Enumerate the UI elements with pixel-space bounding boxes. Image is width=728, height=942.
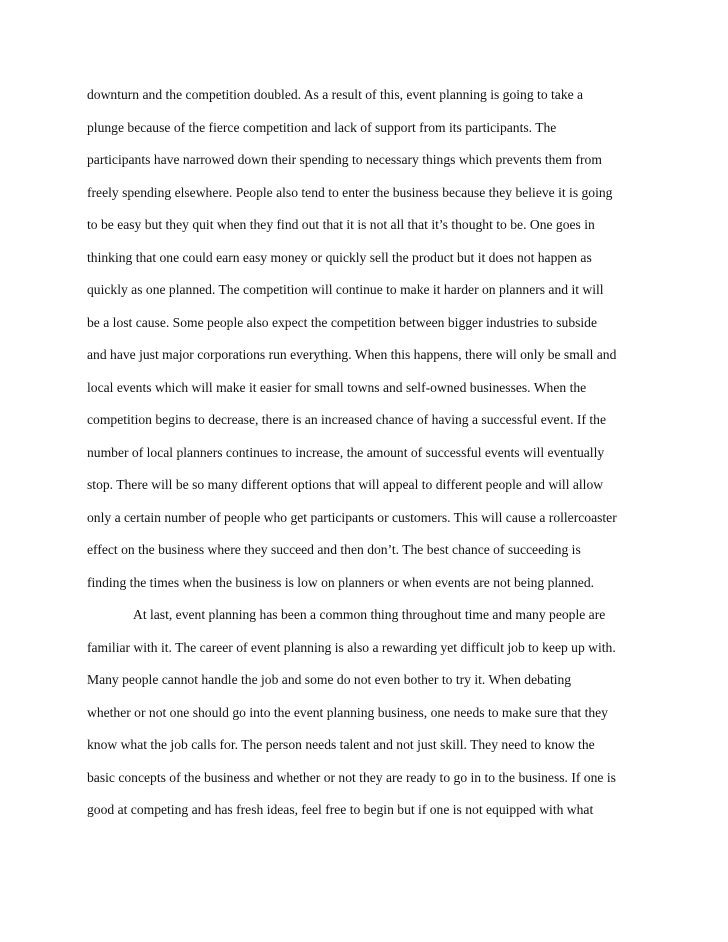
text-line: thinking that one could earn easy money or quickly sell the product but it does not happen as — [87, 249, 592, 265]
text-line: and have just major corporations run everything. When this happens, there will only be small and — [87, 347, 617, 362]
text-line: whether or not one should go into the event planning business, one needs to make sure that they — [87, 704, 608, 720]
paragraph-start-line: At last, event planning has been a common thing throughout time and many people are — [133, 607, 606, 622]
text-line: stop. There will be so many different options that will appeal to different people and will allow — [87, 477, 604, 492]
text-line: quickly as one planned. The competition will continue to make it harder on planners and it will — [87, 282, 604, 297]
text-line: competition begins to decrease, there is an increased chance of having a successful event. If the — [87, 412, 606, 427]
text-line: familiar with it. The career of event planning is also a rewarding yet difficult job to keep up with. — [87, 639, 616, 655]
text-line: Many people cannot handle the job and some do not even bother to try it. When debating — [87, 672, 572, 687]
text-line: finding the times when the business is low on planners or when events are not being planned. — [87, 574, 595, 590]
text-line: know what the job calls for. The person needs talent and not just skill. They need to know the — [87, 737, 595, 752]
text-line: freely spending elsewhere. People also tend to enter the business because they believe it is going — [87, 184, 613, 200]
text-line: effect on the business where they succeed and then don’t. The best chance of succeeding is — [87, 542, 581, 557]
text-line: good at competing and has fresh ideas, feel free to begin but if one is not equipped with what — [87, 802, 594, 817]
text-line: to be easy but they quit when they find out that it is not all that it’s thought to be. One goes in — [87, 217, 595, 232]
text-line: participants have narrowed down their spending to necessary things which prevents them from — [87, 152, 602, 167]
text-line: number of local planners continues to increase, the amount of successful events will eventually — [87, 444, 605, 460]
text-line: basic concepts of the business and whether or not they are ready to go in to the business. If one is — [87, 769, 616, 785]
text-line: only a certain number of people who get participants or customers. This will cause a rollercoaster — [87, 509, 617, 525]
text-line: local events which will make it easier for small towns and self-owned businesses. When the — [87, 379, 587, 395]
text-line: plunge because of the fierce competition and lack of support from its participants. The — [87, 119, 557, 135]
document-body — [87, 86, 647, 834]
text-line: be a lost cause. Some people also expect the competition between bigger industries to subside — [87, 314, 598, 330]
text-line: downturn and the competition doubled. As a result of this, event planning is going to take a — [87, 87, 584, 102]
